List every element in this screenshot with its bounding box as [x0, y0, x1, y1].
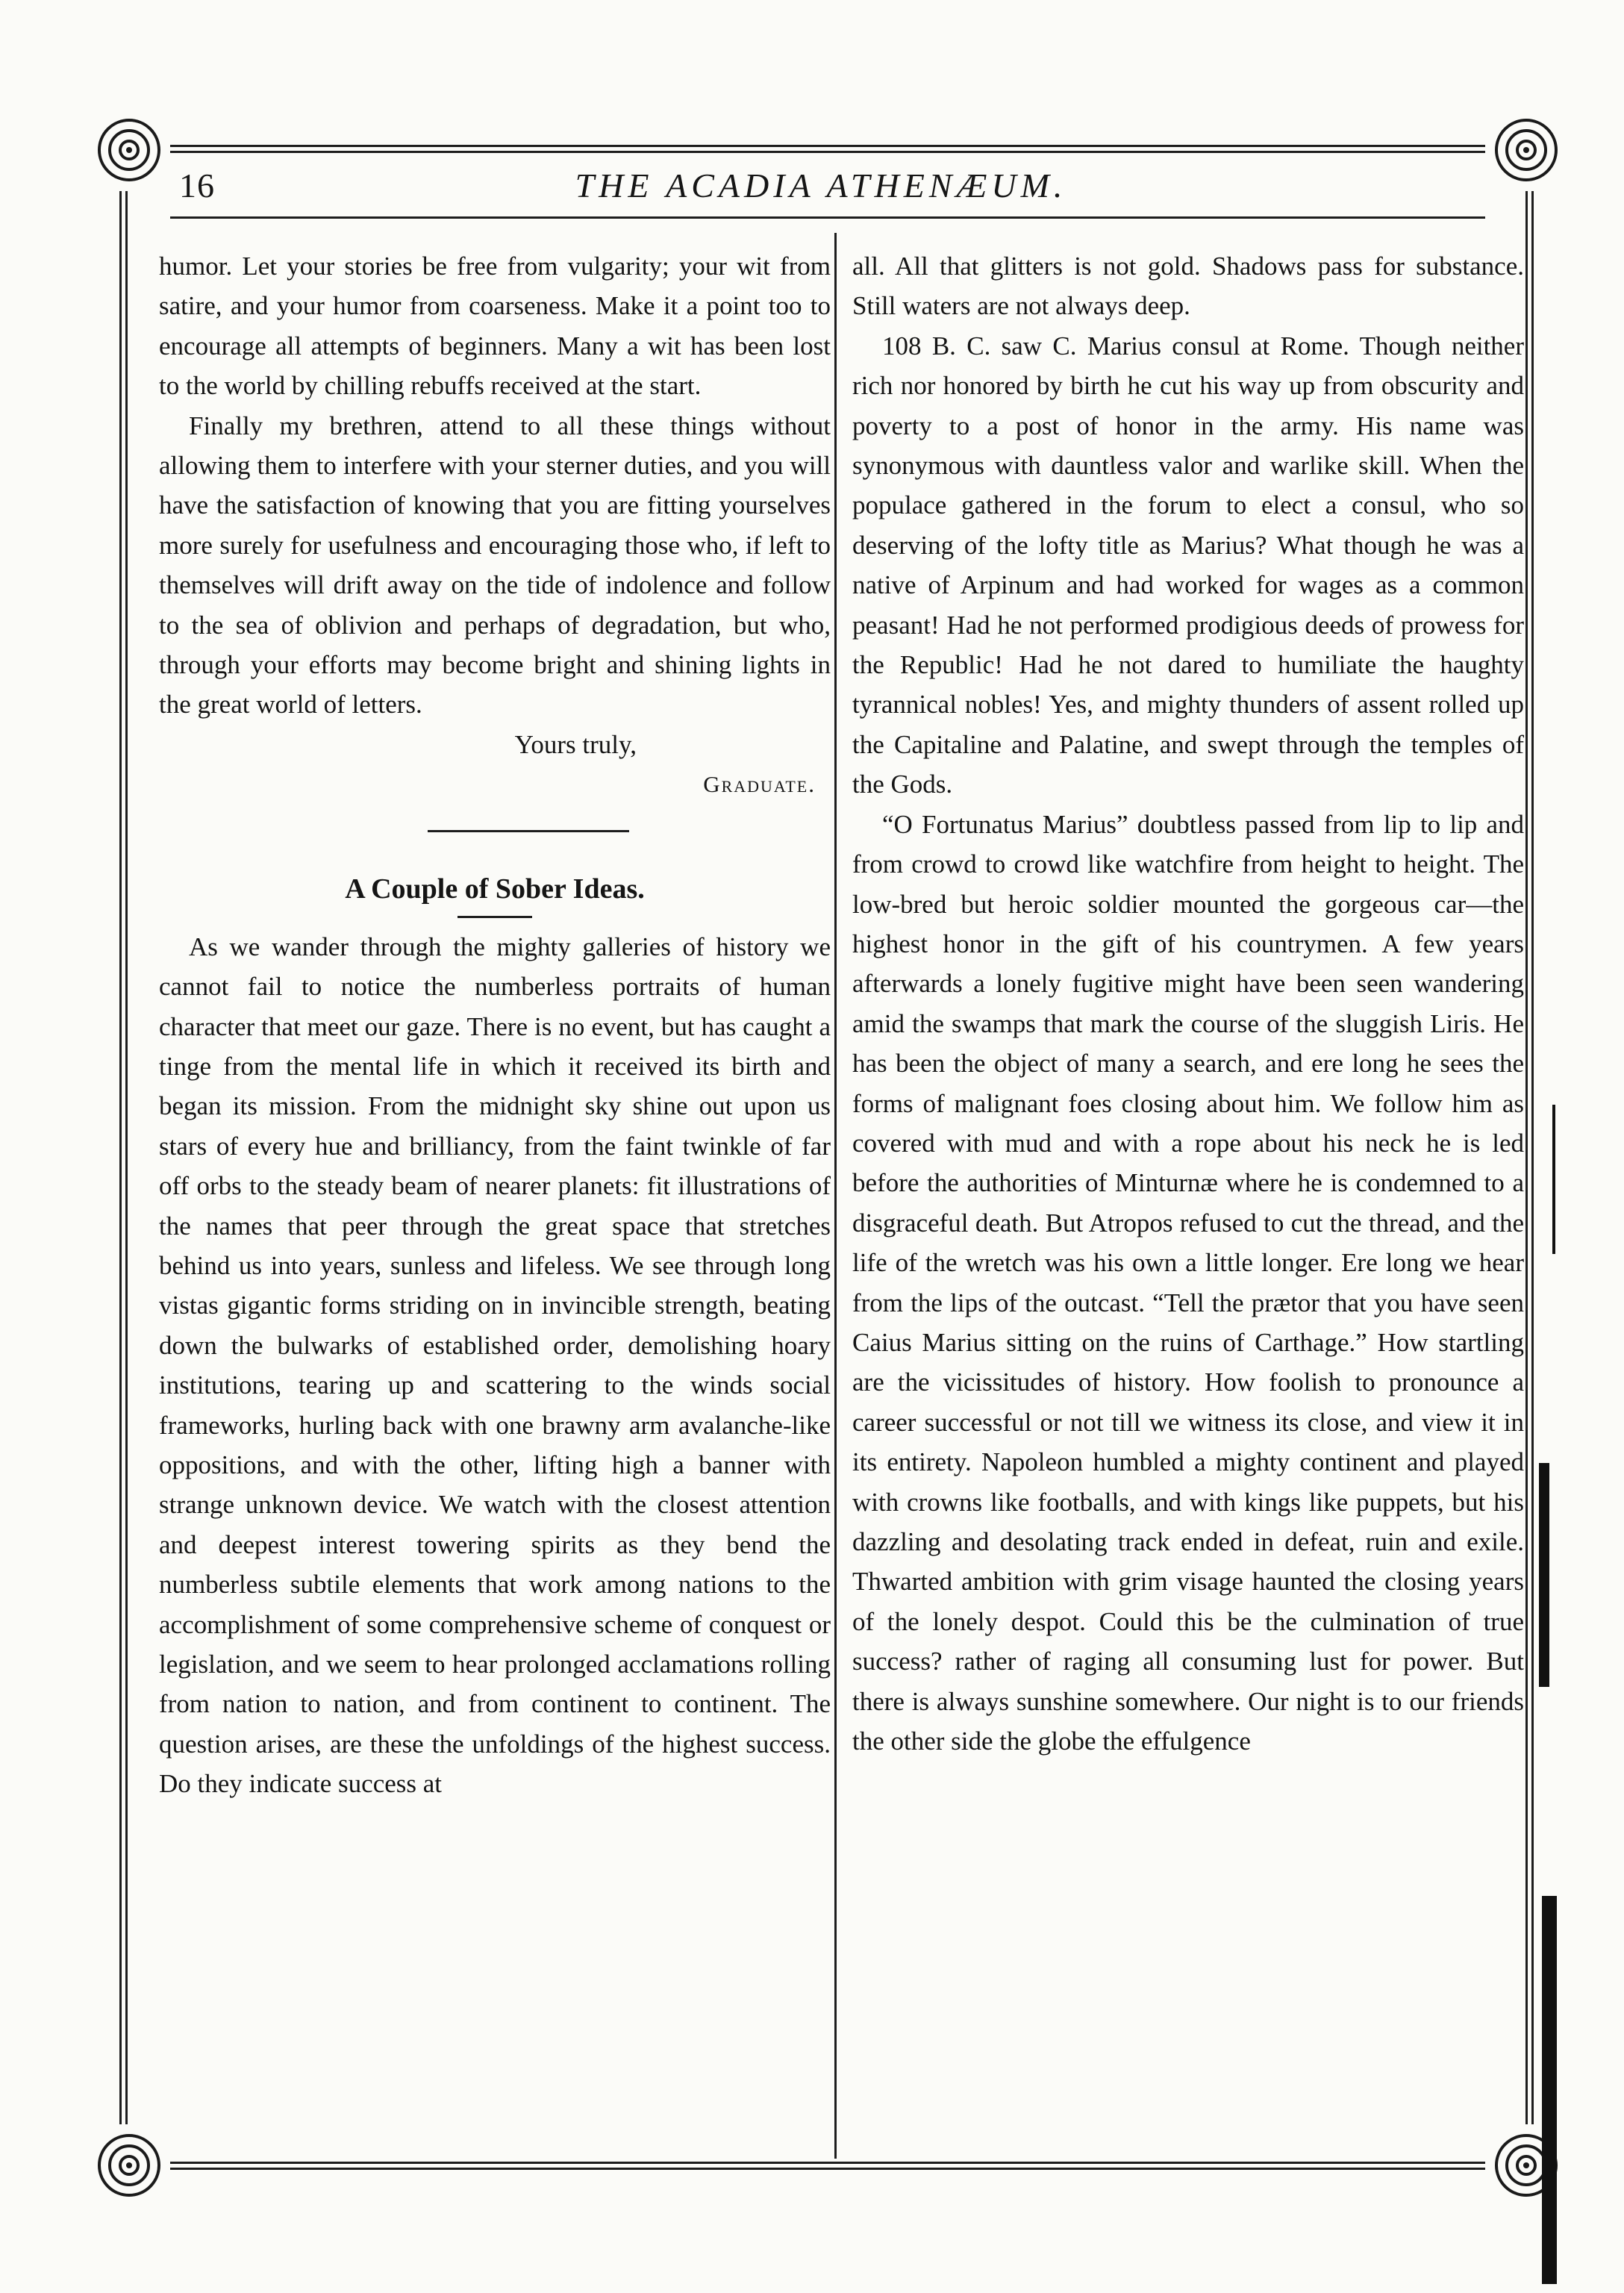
top-border-rule: [170, 145, 1485, 147]
scan-margin-mark: [1552, 1105, 1555, 1254]
right-column: [852, 246, 1524, 1761]
article-paragraph: As we wander through the mighty galleries of history we cannot fail to notice the numberless portraits of human character that meet our gaze. There is no event, but has caught a tinge from the mental life in which it received its birth and began its mission. From the midnight sky shine out upon us stars of every hue and brilliancy, from the faint twinkle of far off orbs to the steady beam of nearer planets: fit illustrations of the names that peer through the great space that stretches behind us into years, sunless and lifeless. We see through long vistas gigantic forms striding on in invincible strength, beating down the bulwarks of established order, demolishing hoary institutions, tearing up and scattering to the winds social frameworks, hurling back with one brawny arm avalanche-like oppositions, and with the other, lifting high a banner with strange unknown device. We watch with the closest attention and deepest interest towering spirits as they bend the numberless subtile elements that work among nations to the accomplishment of some comprehensive scheme of conquest or legislation, and we seem to hear prolonged acclamations rolling from nation to nation, and from continent to continent. The question arises, are these the unfoldings of the highest success. Do they indicate success at: [159, 932, 831, 1799]
article-paragraph: 108 B. C. saw C. Marius consul at Rome. Though neither rich nor honored by birth he cut his way up from obscurity and poverty to a post of honor in the army. His name was synonymous with dauntless valor and warlike skill. When the populace gathered in the forum to elect a consul, who so deserving of the lofty title as Marius? What though he was a native of Arpinum and had worked for wages as a common peasant! Had he not performed prodigious deeds of prowess for the Republic! Had he not dared to humiliate the haughty tyrannical nobles! Yes, and mighty thunders of assent rolled up the Capitaline and Palatine, and swept through the temples of the Gods.: [852, 331, 1524, 799]
article-title: A Couple of Sober Ideas.: [345, 873, 645, 905]
bottom-border-rule: [170, 2162, 1485, 2164]
top-border-rule: [170, 151, 1485, 153]
left-border-rule: [119, 191, 122, 2124]
letter-paragraph: Finally my brethren, attend to all these things without allowing them to interfere with your sterner duties, and you will have the satisfaction of knowing that you are fitting yourselves more surely for usefulness and encouraging those who, if left to themselves will drift away on the tide of indolence and follow to the sea of oblivion and perhaps of degradation, but who, through your efforts may become bright and shining lights in the great world of letters.: [159, 411, 831, 720]
left-column: [159, 246, 831, 1804]
page-number: 16: [179, 166, 215, 205]
scan-margin-mark: [1542, 1896, 1557, 2284]
article-paragraph: all. All that glitters is not gold. Shadows pass for substance. Still waters are not always deep.: [852, 252, 1524, 321]
article-separator-rule: [428, 830, 629, 832]
corner-scroll-ornament: [1485, 109, 1567, 191]
signature: Graduate.: [703, 771, 816, 798]
bottom-border-rule: [170, 2168, 1485, 2170]
corner-scroll-ornament: [88, 2124, 170, 2206]
letter-paragraph: humor. Let your stories be free from vulgarity; your wit from satire, and your humor from coarseness. Make it a point too to encourage all attempts of beginners. Many a wit has been lost to the world by chilling rebuffs received at the start.: [159, 252, 831, 401]
right-border-rule: [1531, 191, 1534, 2124]
running-title: THE ACADIA ATHENÆUM.: [575, 166, 1067, 205]
header-underline: [170, 216, 1485, 219]
right-border-rule: [1525, 191, 1528, 2124]
left-border-rule: [125, 191, 128, 2124]
scan-margin-mark: [1539, 1463, 1549, 1687]
sign-off: Yours truly,: [514, 729, 637, 759]
column-divider: [834, 233, 837, 2159]
title-underline: [457, 916, 532, 918]
corner-scroll-ornament: [88, 109, 170, 191]
article-paragraph: “O Fortunatus Marius” doubtless passed from lip to lip and from crowd to crowd like watchfire from height to height. The low-bred but heroic soldier mounted the gorgeous car—the highest honor in the gift of his countrymen. A few years afterwards a lonely fugitive might have been seen wandering amid the swamps that mark the course of the sluggish Liris. He has been the object of many a search, and ere long he sees the forms of malignant foes closing about him. We follow him as covered with mud and with a rope about his neck he is led before the authorities of Minturnæ where he is condemned to a disgraceful death. But Atropos refused to cut the thread, and the life of the wretch was his own a little longer. Ere long we hear from the lips of the outcast. “Tell the prætor that you have seen Caius Marius sitting on the ruins of Carthage.” How startling are the vicissitudes of history. How foolish to pronounce a career successful or not till we witness its close, and view it in its entirety. Napoleon humbled a mighty continent and played with crowns like footballs, and with kings like puppets, but his dazzling and desolating track ended in defeat, ruin and exile. Thwarted ambition with grim visage haunted the closing years of the lonely despot. Could this be the culmination of true success? rather of raging all consuming lust for power. But there is always sunshine somewhere. Our night is to our friends the other side the globe the effulgence: [852, 809, 1524, 1756]
